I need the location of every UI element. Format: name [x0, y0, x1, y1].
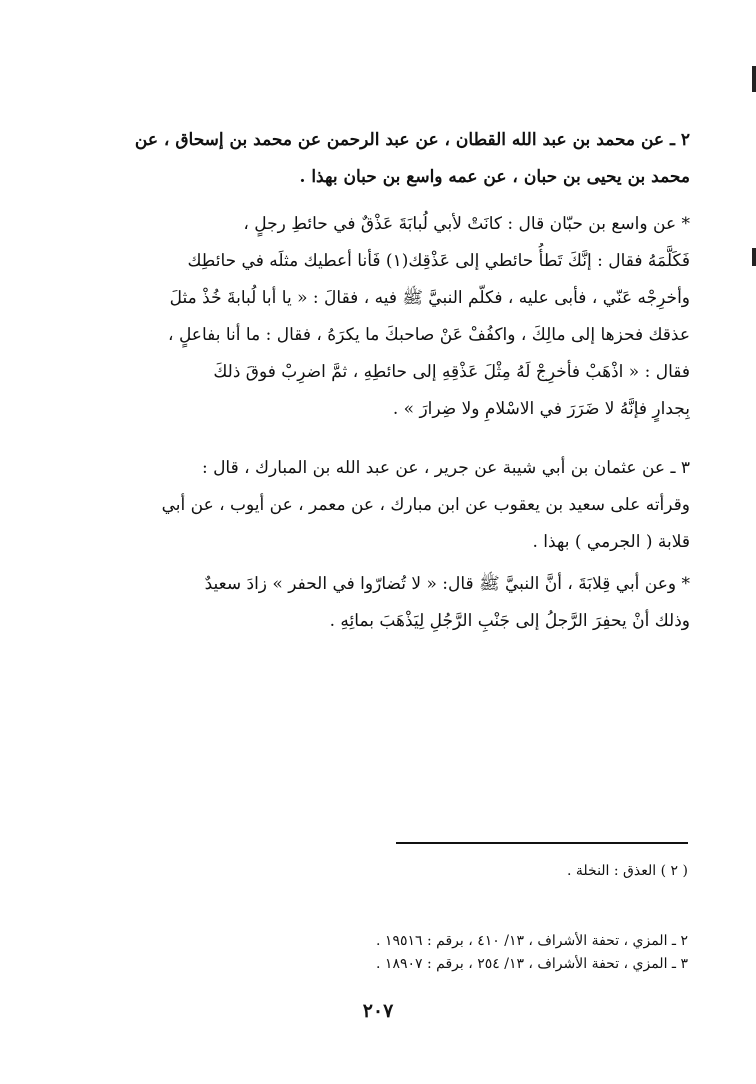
footnote-divider	[396, 842, 688, 844]
text-line: وذلك أنْ يحفِرَ الرَّجلُ إلى جَنْبِ الرَّجُلِ لِيَذْهَبَ بمائِهِ .	[329, 611, 690, 631]
text-line: فقال : « اذْهَبْ فأخرِجْ لَهُ مِثْلَ عَذْقِهِ إلى حائطِهِ ، ثمَّ اضرِبْ فوقَ ذلكَ	[213, 362, 690, 382]
text-line: وقرأته على سعيد بن يعقوب عن ابن مبارك ، عن معمر ، عن أيوب ، عن أبي	[161, 495, 690, 515]
text-line: * عن واسع بن حبّان قال : كانَتْ لأبي لُبابَةَ عَذْقٌ في حائطِ رجلٍ ،	[243, 214, 690, 234]
hadith-2-matn	[100, 206, 690, 428]
text-line: فَكَلَّمَهُ فقال : إنَّكَ تَطأُ حائطي إلى عَذْقِك(١) فَأنا أعطيك مثلَه في حائطِك	[187, 251, 690, 271]
footnote: ( ٢ ) العذق : النخلة .	[566, 863, 688, 879]
text-line: ٢ ـ عن محمد بن عبد الله القطان ، عن عبد الرحمن عن محمد بن إسحاق ، عن	[134, 130, 690, 150]
text-line: عذقك فحزها إلى مالِكَ ، واكفُفْ عَنْ صاحبكَ ما يكرَهُ ، فقال : ما أنا بفاعلٍ ،	[168, 325, 690, 345]
text-line: وأخرِجْه عَنّي ، فأبى عليه ، فكلّم النبيَّ ﷺ فيه ، فقالَ : « يا أبا لُبابةَ خُذْ مثلَ	[169, 288, 690, 308]
reference-line: ٣ ـ المزي ، تحفة الأشراف ، ١٣/ ٢٥٤ ، برقم : ١٨٩٠٧ .	[376, 956, 688, 972]
scan-edge-mark	[752, 248, 756, 266]
text-line: * وعن أبي قِلابَةَ ، أنَّ النبيَّ ﷺ قال: « لا تُضارّوا في الحفر » زادَ سعيدٌ	[204, 574, 690, 594]
hadith-2-isnad	[100, 122, 690, 196]
text-line: قلابة ( الجرمي ) بهذا .	[532, 532, 690, 552]
text-line: محمد بن يحيى بن حبان ، عن عمه واسع بن حبان بهذا .	[299, 167, 690, 187]
text-line: ٣ ـ عن عثمان بن أبي شيبة عن جرير ، عن عبد الله بن المبارك ، قال :	[201, 458, 690, 478]
hadith-3-matn	[100, 566, 690, 640]
scan-edge-mark	[752, 66, 756, 92]
reference-line: ٢ ـ المزي ، تحفة الأشراف ، ١٣/ ٤١٠ ، برقم : ١٩٥١٦ .	[376, 933, 688, 949]
hadith-3-isnad	[100, 450, 690, 561]
page-number: ٢٠٧	[362, 1000, 394, 1022]
text-line: بِجدارٍ فإنَّهُ لا ضَرَرَ في الاسْلامِ ولا ضِرارَ » .	[392, 399, 690, 419]
